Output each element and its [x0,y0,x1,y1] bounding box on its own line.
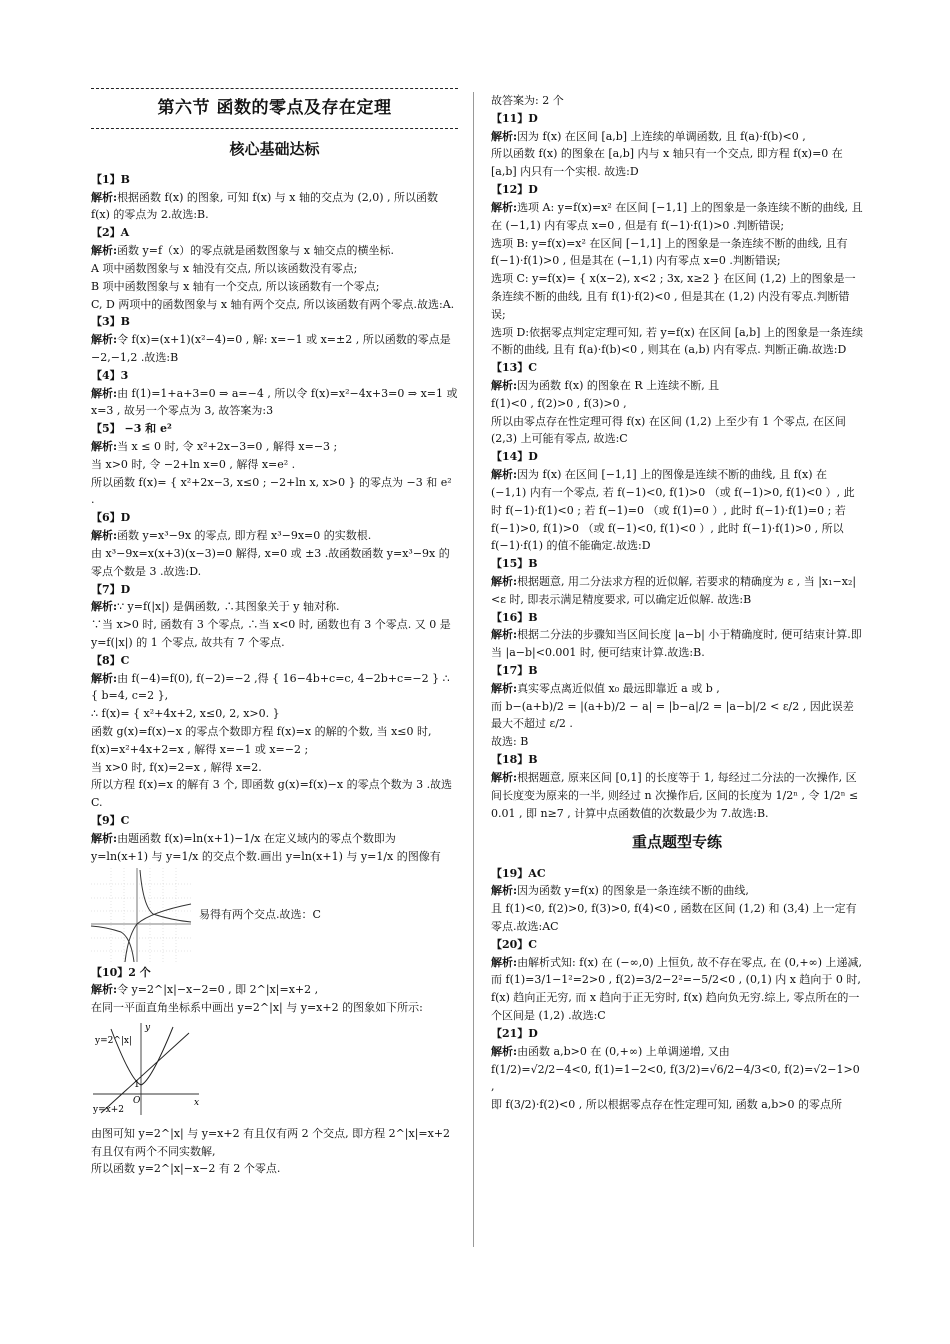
left-column [91,88,458,1178]
answer-tag: 【9】C [91,814,130,828]
solution-text: 由 x³−9x=x(x+3)(x−3)=0 解得, x=0 或 ±3 .故函数函数 y=x³−9x 的零点个数是 3 .故选:D. [91,546,450,578]
fig9-recip-curve-right [140,870,191,922]
solution-text: 在同一平面直角坐标系中画出 y=2^|x| 与 y=x+2 的图象如下所示: [91,1001,423,1015]
solution-text: 由 f(1)=1+a+3=0 ⇒ a=−4 , 所以令 f(x)=x²−4x+3=0 ⇒ x=1 或 x=3 , 故另一个零点为 3, 故答案为:3 [91,386,458,418]
solution-text: 选项 A: y=f(x)=x² 在区间 [−1,1] 上的图象是一条连续不断的曲线, 且在 (−1,1) 内有零点 x=0 , 但是有 f(−1)·f(1)>0 .判断错误; [491,200,863,232]
answer-tag: 【8】C [91,653,130,667]
solution-label: 解析: [491,955,518,969]
answer-key [491,110,863,128]
solution-label: 解析: [91,831,118,845]
solution-line [491,573,863,609]
answer-key [91,652,458,670]
solution-line [491,680,863,698]
solution-text: 所以函数 f(x) 的图象在 [a,b] 内与 x 轴只有一个交点, 即方程 f(x)=0 在 [a,b] 内只有一个实根. 故选:D [491,147,843,179]
solution-line [491,377,863,395]
solution-text: 真实零点离近似值 x₀ 最远即靠近 a 或 b , [517,681,720,695]
solution-line [91,670,458,706]
solution-line [491,698,863,734]
answer-tag: 【17】B [491,664,538,677]
answer-tag: 【15】B [491,557,538,571]
solution-line [491,900,863,936]
solution-line [491,395,863,413]
answer-key [91,964,458,982]
answer-key [91,420,458,438]
answer-tag: 【4】3 [91,368,129,382]
solution-text: 根据二分法的步骤知当区间长度 |a−b| 小于精确度时, 便可结束计算.即当 |a−b|<0.001 时, 便可结束计算.故选:B. [491,628,862,660]
solution-label: 解析: [91,333,118,347]
answer-key [491,359,863,377]
answer-tag: 【10】2 个 [91,965,151,979]
solution-line [491,128,863,146]
solution-line [91,848,458,866]
solution-line [91,278,458,296]
answer-tag: 【16】B [491,610,538,624]
solution-label: 解析: [491,681,518,695]
solution-line [491,733,863,751]
answer-key [491,448,863,466]
solution-line [491,1096,863,1114]
left-items-3 [91,1125,458,1178]
answer-key [491,751,863,769]
figure-9-graph [91,866,193,964]
answer-key [91,313,458,331]
solution-text: ∴ f(x)= { x²+4x+2, x≤0, 2, x>0. } [91,707,280,721]
solution-line [91,545,458,581]
solution-line [91,474,458,510]
answer-key [91,812,458,830]
solution-text: 故选: B [491,735,529,749]
solution-line [91,456,458,474]
solution-line [91,438,458,456]
solution-line [491,145,863,181]
figure-10-graph [91,1019,203,1117]
answer-tag: 【2】A [91,226,130,240]
section-title: 第六节 函数的零点及存在定理 [157,98,392,118]
fig10-line-label: y=x+2 [93,1104,124,1115]
solution-text: 由题函数 f(x)=ln(x+1)−1/x 在定义域内的零点个数即为 [117,831,396,845]
solution-text: ∵当 x>0 时, 函数有 3 个零点, ∴当 x<0 时, 函数也有 3 个零点. 又 0 是 y=f(|x|) 的 1 个零点, 故共有 7 个零点. [91,618,451,649]
solution-label: 解析: [491,628,518,642]
answer-tag: 【21】D [491,1026,538,1040]
solution-label: 解析: [491,884,518,898]
solution-line [491,1043,863,1061]
solution-text: 函数 y=f（x）的零点就是函数图象与 x 轴交点的横坐标. [117,244,394,258]
solution-line [91,776,458,812]
solution-label: 解析: [91,190,118,204]
answer-key [491,865,863,883]
solution-text: 由函数 a,b>0 在 (0,+∞) 上单调递增, 又由 [517,1044,730,1058]
answer-key [491,181,863,199]
solution-text: 选项 D:依据零点判定定理可知, 若 y=f(x) 在区间 [a,b] 上的图象是一条连续不断的曲线, 且有 f(a)·f(b)<0 , 则其在 (a,b) 内有零点. 判断正确.故选:D [491,325,863,357]
solution-line [91,260,458,278]
solution-label: 解析: [491,770,518,784]
fig10-x-label: x [194,1097,200,1108]
solution-line [491,954,863,1025]
solution-text: 当 x>0 时, f(x)=2=x , 解得 x=2. [91,760,262,774]
solution-text: 因为 f(x) 在区间 [a,b] 上连续的单调函数, 且 f(a)·f(b)<0 , [517,129,806,143]
answer-tag: 【3】B [91,315,130,329]
figure-9-caption: 易得有两个交点.故选：C [199,907,321,921]
solution-text: A 项中函数图象与 x 轴没有交点, 所以该函数没有零点; [91,261,358,275]
right-column [491,92,863,1114]
solution-line [91,830,458,848]
solution-label: 解析: [91,671,118,685]
fig10-origin-label: O [133,1095,141,1106]
solution-text: f(1/2)=√2/2−4<0, f(1)=1−2<0, f(3/2)=√6/2−4/3<0, f(2)=√2−1>0 , [491,1062,860,1094]
solution-line [91,705,458,723]
solution-line [91,242,458,260]
solution-text: 因为 f(x) 在区间 [−1,1] 上的图像是连续不断的曲线, 且 f(x) 在 (−1,1) 内有一个零点, 若 f(−1)<0, f(1)>0 （或 f(−1)>0, f(1)<0 ）, 此时 f(−1)·f(1)<0 ; 若 f(−1)=0 （或 f(1)=0 ）, 此时 f(−1)·f(1)=0 ; 若 f(−1)>0, f(1)>0 （或 f(−1)<0, f(1)<0 ）, 此时 f(−1)·f(1)>0 , 所以 f(−1)·f(1) 的值不能确定.故选:D [491,468,855,553]
solution-label: 解析: [91,529,118,543]
solution-text: 所以方程 f(x)=x 的解有 3 个, 即函数 g(x)=f(x)−x 的零点个数为 3 .故选 C. [91,778,453,810]
solution-text: 由 f(−4)=f(0), f(−2)=−2 ,得 { 16−4b+c=c, 4−2b+c=−2 } ∴ { b=4, c=2 }, [91,671,450,703]
solution-text: B 项中函数图象与 x 轴有一个交点, 所以该函数有一个零点; [91,279,380,293]
answer-key [491,1025,863,1043]
fig9-recip-curve-left [91,926,134,962]
figure-9-row [91,866,458,964]
answer-tag: 【20】C [491,937,538,951]
answer-key [491,555,863,573]
figure-10 [91,1019,458,1123]
solution-label: 解析: [91,440,118,454]
answer-key [91,171,458,189]
solution-text: 所以函数 y=2^|x|−x−2 有 2 个零点. [91,1162,281,1176]
answer-key [91,581,458,599]
solution-label: 解析: [491,468,518,482]
solution-text: y=ln(x+1) 与 y=1/x 的交点个数.画出 y=ln(x+1) 与 y=1/x 的图像有 [91,849,441,863]
solution-line [91,189,458,225]
solution-line [91,1160,458,1178]
subsection-title-core: 核心基础达标 [229,139,320,158]
solution-line [491,199,863,235]
solution-label: 解析: [491,200,518,214]
solution-text: 根据题意, 原来区间 [0,1] 的长度等于 1, 每经过二分法的一次操作, 区间长度变为原来的一半, 则经过 n 次操作后, 区间的长度为 1/2ⁿ , 令 1/2ⁿ ≤ 0.01 , 即 n≥7 , 计算中点函数值的次数最少为 7.故选:B. [491,770,859,820]
solution-text: C, D 两项中的函数图象与 x 轴有两个交点, 所以该函数有两个零点.故选:A. [91,297,455,311]
solution-text: 根据题意, 用二分法求方程的近似解, 若要求的精确度为 ε , 当 |x₁−x₂|<ε 时, 即表示满足精度要求, 可以确定近似解. 故选:B [491,574,857,606]
solution-label: 解析: [91,386,118,400]
answer-tag: 【19】AC [491,866,546,880]
solution-line [91,759,458,777]
solution-line [91,598,458,616]
left-items-2 [91,964,458,1017]
answer-tag: 【18】B [491,753,538,767]
solution-label: 解析: [91,600,118,614]
solution-text: 当 x ≤ 0 时, 令 x²+2x−3=0 , 解得 x=−3 ; [117,440,338,454]
answer-key [91,224,458,242]
solution-text: 且 f(1)<0, f(2)>0, f(3)>0, f(4)<0 , 函数在区间 (1,2) 和 (3,4) 上一定有零点.故选:AC [491,902,857,934]
answer-key [491,662,863,680]
answer-key [491,936,863,954]
answer-tag: 【6】D [91,511,131,525]
solution-text: 当 x>0 时, 令 −2+ln x=0 , 解得 x=e² . [91,457,296,471]
solution-text: 因为函数 y=f(x) 的图象是一条连续不断的曲线, [517,884,749,898]
solution-line [491,92,863,110]
fig10-curve-label: y=2^|x| [95,1035,133,1046]
solution-line [91,385,458,421]
solution-text: 根据函数 f(x) 的图象, 可知 f(x) 与 x 轴的交点为 (2,0) , 所以函数 f(x) 的零点为 2.故选:B. [91,190,439,222]
solution-label: 解析: [491,129,518,143]
solution-label: 解析: [491,574,518,588]
solution-text: 令 y=2^|x|−x−2=0 , 即 2^|x|=x+2 , [117,983,319,997]
solution-line [491,882,863,900]
solution-text: f(1)<0 , f(2)>0 , f(3)>0 , [491,396,627,410]
subsection-title-key: 重点题型专练 [631,833,722,852]
fig10-one-label: 1 [134,1079,140,1090]
right-items-2 [491,865,863,1114]
solution-text: 所以由零点存在性定理可得 f(x) 在区间 (1,2) 上至少有 1 个零点, 在区间 (2,3) 上可能有零点, 故选:C [491,414,846,446]
bottom-dashed-rule [91,128,458,129]
solution-text: 所以函数 f(x)= { x²+2x−3, x≤0 ; −2+ln x, x>0 } 的零点为 −3 和 e² . [91,475,452,507]
solution-line [491,413,863,449]
solution-text: 即 f(3/2)·f(2)<0 , 所以根据零点存在性定理可知, 函数 a,b>0 的零点所 [491,1098,843,1112]
solution-line [91,616,458,652]
solution-line [91,331,458,367]
solution-label: 解析: [491,1044,518,1058]
answer-tag: 【14】D [491,450,538,464]
answer-tag: 【11】D [491,111,538,125]
answer-tag: 【1】B [91,172,130,186]
solution-label: 解析: [91,244,118,258]
solution-label: 解析: [91,983,118,997]
solution-text: ∵ y=f(|x|) 是偶函数, ∴其图象关于 y 轴对称. [117,600,340,614]
solution-line [91,1125,458,1161]
solution-label: 解析: [491,379,518,392]
answer-key [91,367,458,385]
fig10-y-label: y [145,1022,151,1033]
solution-line [491,235,863,271]
solution-line [491,769,863,822]
solution-text: 故答案为: 2 个 [491,94,564,107]
answer-key [91,509,458,527]
right-items [491,92,863,822]
solution-line [91,723,458,759]
solution-line [91,527,458,545]
solution-text: 函数 g(x)=f(x)−x 的零点个数即方程 f(x)=x 的解的个数, 当 x≤0 时, f(x)=x²+4x+2=x , 解得 x=−1 或 x=−2 ; [91,725,432,756]
answer-tag: 【12】D [491,183,538,197]
left-items [91,171,458,866]
solution-line [491,626,863,662]
column-divider [473,92,474,1247]
solution-line [91,999,458,1017]
solution-line [491,466,863,555]
solution-line [491,270,863,323]
solution-text: 因为函数 f(x) 的图象在 R 上连续不断, 且 [517,379,720,392]
solution-text: 选项 B: y=f(x)=x² 在区间 [−1,1] 上的图象是一条连续不断的曲线, 且有 f(−1)·f(1)>0 , 但是其在 (−1,1) 内有零点 x=0 .判断错误; [491,236,848,268]
solution-text: 由解析式知: f(x) 在 (−∞,0) 上恒负, 故不存在零点, 在 (0,+∞) 上递减, 而 f(1)=3/1−1²=2>0 , f(2)=3/2−2²=−5/2<0 , (0,1) 内 x 趋向于 0 时, f(x) 趋向正无穷, 而 x 趋向于正无穷时, f(x) 趋向负无穷.综上, 零点所在的一个区间是 (1,2) .故选:C [491,955,863,1023]
answer-tag: 【13】C [491,361,538,375]
solution-line [491,1061,863,1097]
answer-tag: 【7】D [91,582,131,596]
solution-line [91,981,458,999]
solution-text: 令 f(x)=(x+1)(x²−4)=0 , 解: x=−1 或 x=±2 , 所以函数的零点是 −2,−1,2 .故选:B [91,333,451,364]
answer-tag: 【5】 −3 和 e² [91,422,172,436]
solution-text: 选项 C: y=f(x)= { x(x−2), x<2 ; 3x, x≥2 } 在区间 (1,2) 上的图象是一条连续不断的曲线, 且有 f(1)·f(2)<0 , 但是其在 (1,2) 内没有零点.判断错误; [491,272,856,321]
solution-text: 由图可知 y=2^|x| 与 y=x+2 有且仅有两 2 个交点, 即方程 2^|x|=x+2 有且仅有两个不同实数解, [91,1126,451,1158]
solution-line [491,324,863,360]
answer-key [491,609,863,627]
solution-line [91,296,458,314]
solution-text: 而 b−(a+b)/2 = |(a+b)/2 − a| = |b−a|/2 = |a−b|/2 < ε/2 , 因此误差最大不超过 ε/2 . [491,699,854,731]
fig9-ln-curve [125,904,191,962]
solution-text: 函数 y=x³−9x 的零点, 即方程 x³−9x=0 的实数根. [117,529,372,543]
